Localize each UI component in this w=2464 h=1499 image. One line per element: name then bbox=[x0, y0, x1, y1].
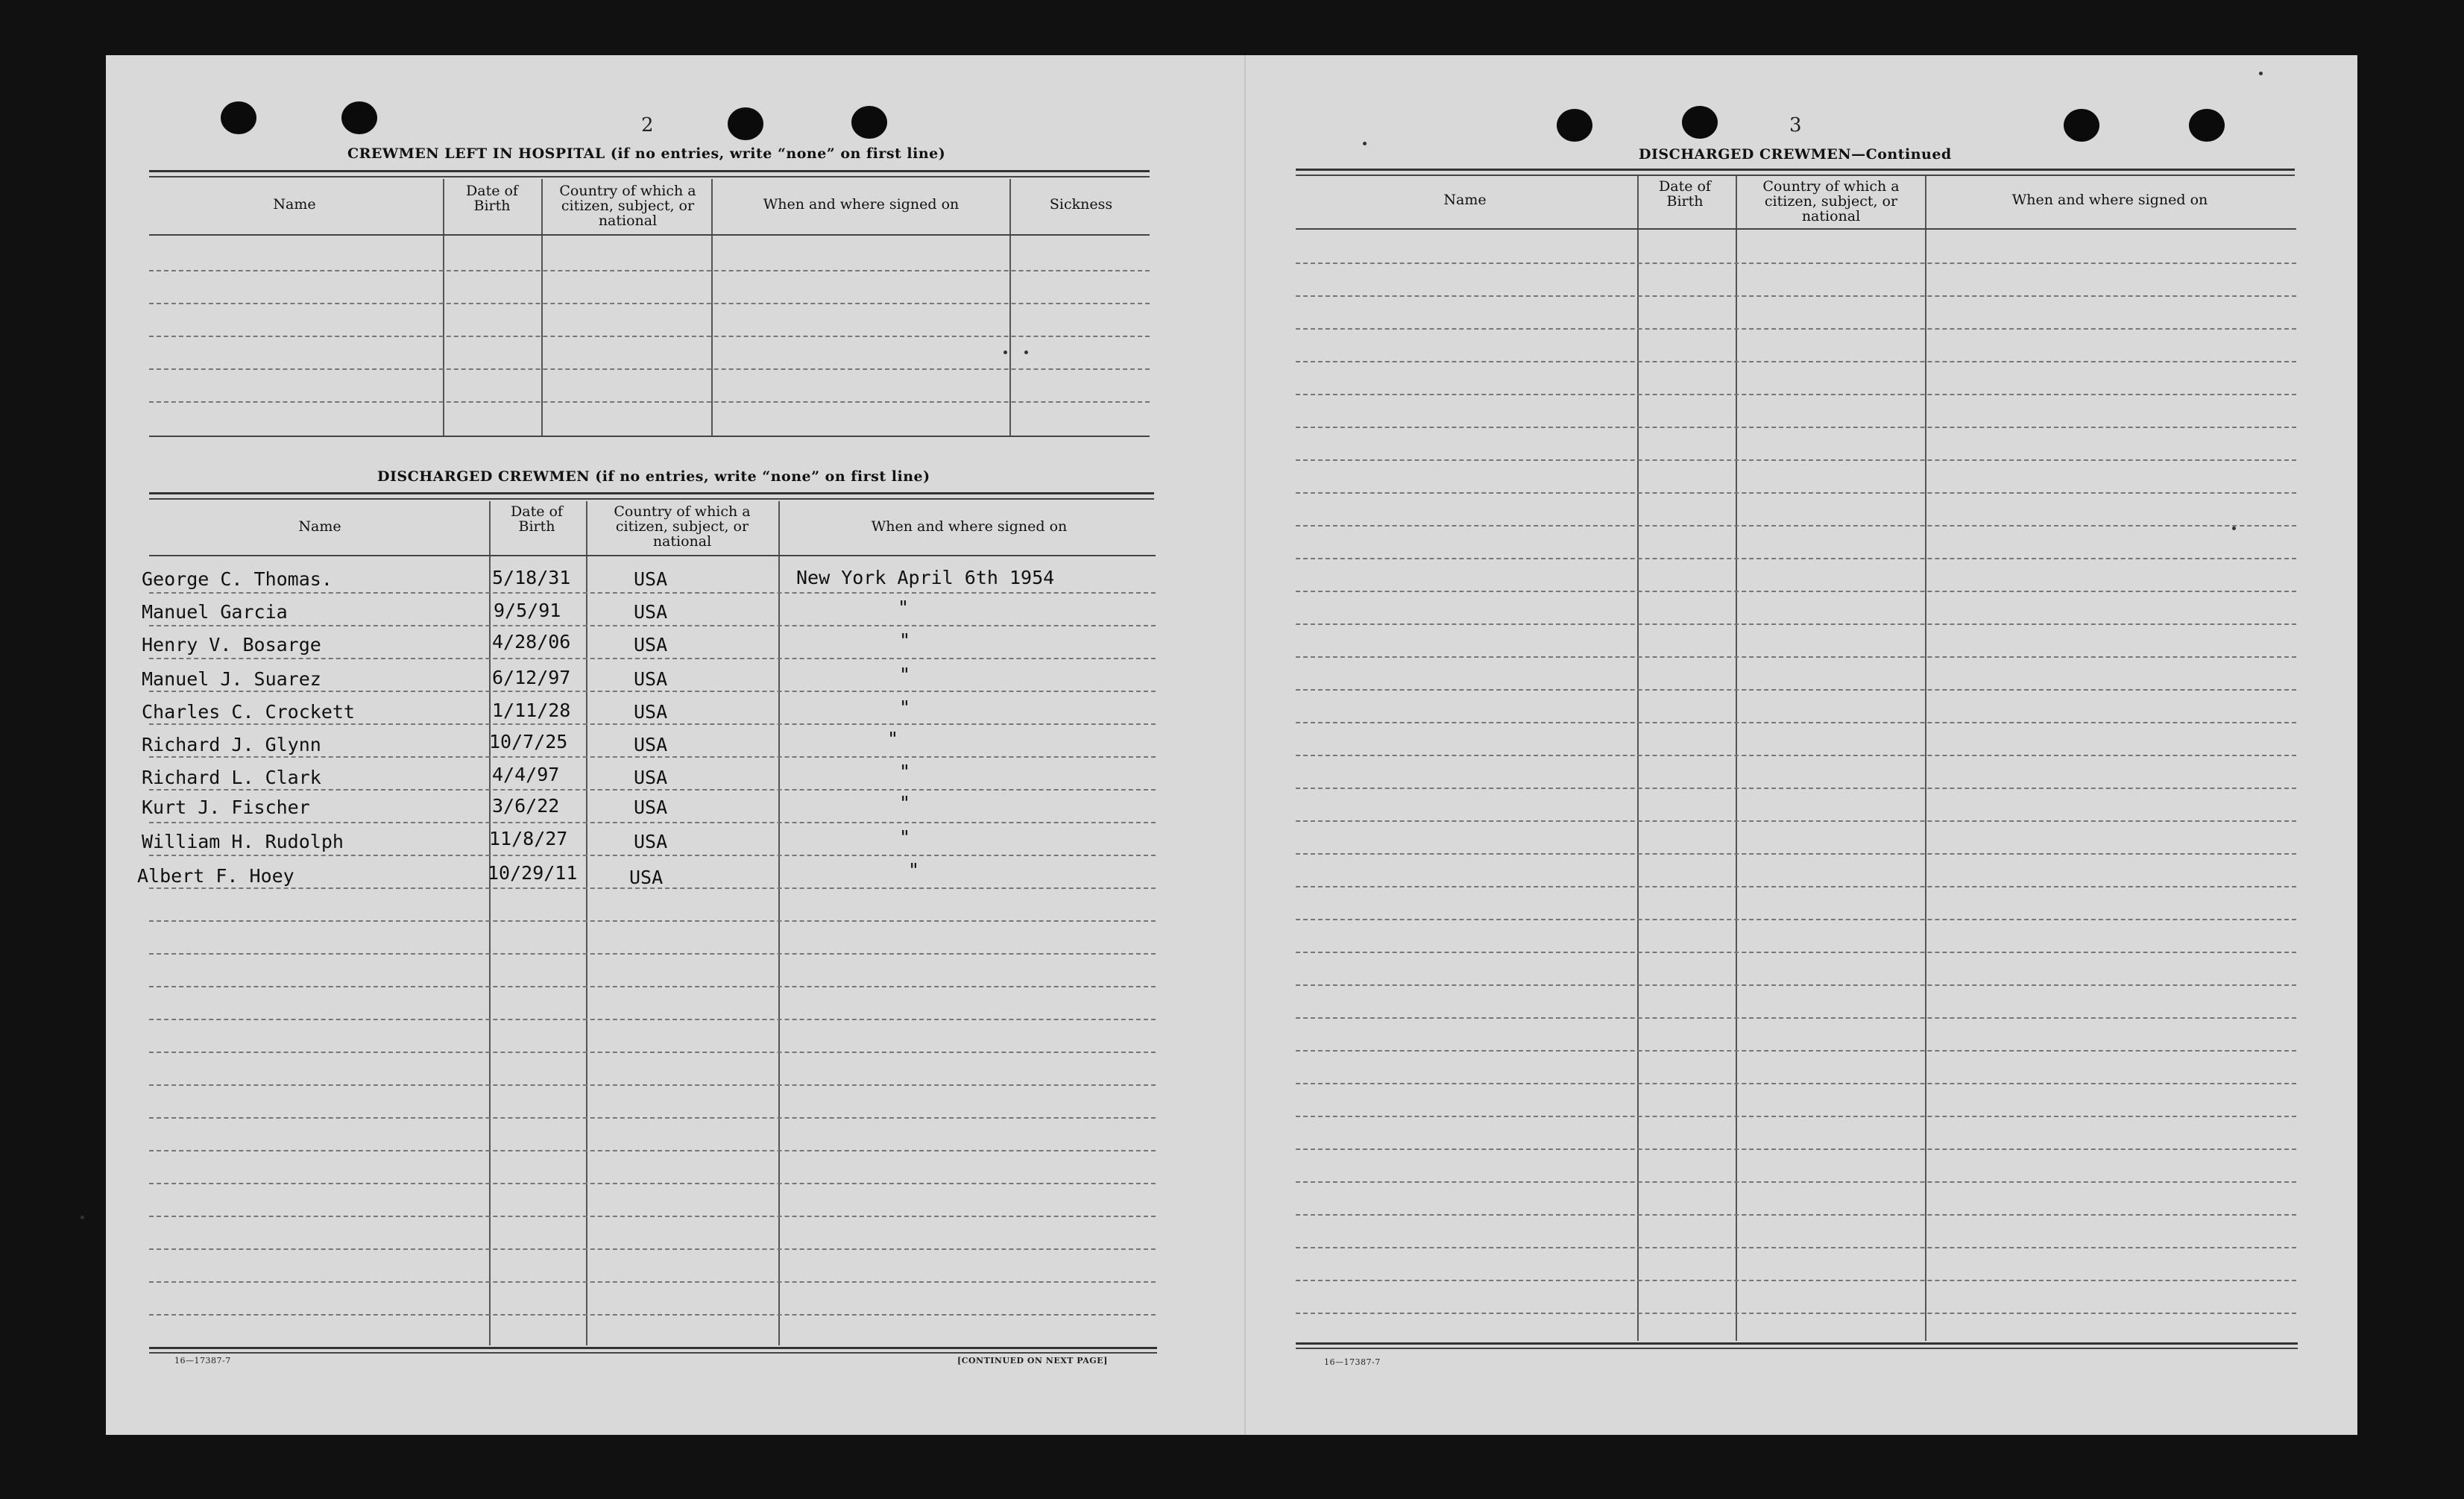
row-line bbox=[149, 1019, 1156, 1020]
column-header-name: Name bbox=[1443, 192, 1487, 208]
column-header-dob: Date of Birth bbox=[1659, 178, 1711, 210]
row-line bbox=[149, 1183, 1156, 1184]
punch-hole bbox=[341, 101, 377, 134]
row-line bbox=[1296, 886, 2296, 887]
row-line bbox=[149, 1084, 1156, 1086]
column-divider bbox=[541, 179, 543, 437]
crewman-country: USA bbox=[634, 796, 668, 818]
row-line bbox=[1296, 1181, 2296, 1183]
section-rule bbox=[149, 492, 1154, 494]
crewman-signed-on: " bbox=[899, 697, 911, 718]
bottom-rule bbox=[149, 1352, 1157, 1354]
row-line bbox=[149, 1150, 1156, 1151]
scan-speck bbox=[1363, 142, 1367, 145]
crewman-signed-on: " bbox=[887, 728, 899, 750]
punch-hole bbox=[2189, 109, 2225, 142]
crewman-name: George C. Thomas. bbox=[142, 568, 333, 590]
crewman-country: USA bbox=[634, 734, 668, 755]
row-line bbox=[1296, 1247, 2296, 1248]
row-line bbox=[1296, 558, 2296, 559]
crewman-country: USA bbox=[634, 767, 668, 788]
crewman-signed-on: " bbox=[899, 826, 911, 848]
row-line bbox=[1296, 853, 2296, 855]
crewman-dob: 3/6/22 bbox=[492, 795, 560, 817]
column-header-country: Country of which a citizen, subject, or national bbox=[559, 183, 696, 229]
punch-hole bbox=[221, 101, 256, 134]
form-number: 16—17387-7 bbox=[1324, 1357, 1381, 1367]
row-line bbox=[1296, 1148, 2296, 1150]
row-line bbox=[149, 303, 1150, 304]
scan-speck bbox=[2232, 527, 2236, 530]
row-line bbox=[149, 822, 1156, 823]
column-header-name: Name bbox=[298, 518, 341, 535]
column-header-signed: When and where signed on bbox=[871, 518, 1068, 535]
crewman-name: Henry V. Bosarge bbox=[142, 634, 321, 656]
crewman-dob: 11/8/27 bbox=[489, 828, 568, 849]
crewman-name: Charles C. Crockett bbox=[142, 701, 355, 723]
row-line bbox=[149, 336, 1150, 337]
row-line bbox=[1296, 591, 2296, 592]
continued-section-heading: DISCHARGED CREWMEN—Continued bbox=[1639, 146, 1952, 163]
row-line bbox=[1296, 1083, 2296, 1084]
row-line bbox=[1296, 623, 2296, 625]
row-line bbox=[1296, 919, 2296, 920]
punch-hole bbox=[2064, 109, 2099, 142]
row-line bbox=[149, 723, 1156, 725]
row-line bbox=[149, 756, 1156, 758]
row-line bbox=[149, 920, 1156, 922]
bottom-rule bbox=[1296, 1342, 2298, 1345]
row-line bbox=[1296, 263, 2296, 264]
crewman-name: Richard J. Glynn bbox=[142, 734, 321, 755]
bottom-rule bbox=[1296, 1348, 2298, 1349]
row-line bbox=[1296, 427, 2296, 428]
row-line bbox=[149, 986, 1156, 987]
row-line bbox=[1296, 1214, 2296, 1216]
row-line bbox=[149, 855, 1156, 856]
scan-speck bbox=[1003, 351, 1007, 354]
header-rule bbox=[149, 234, 1150, 236]
section-rule bbox=[1296, 169, 2295, 171]
bottom-rule bbox=[149, 1347, 1157, 1349]
row-line bbox=[149, 1281, 1156, 1283]
row-line bbox=[149, 691, 1156, 692]
punch-hole bbox=[1557, 109, 1592, 142]
hospital-section-heading: CREWMEN LEFT IN HOSPITAL (if no entries, write “none” on first line) bbox=[347, 145, 946, 162]
crewman-signed-on: " bbox=[899, 761, 911, 782]
crewman-signed-on: " bbox=[899, 792, 911, 814]
row-line bbox=[1296, 689, 2296, 691]
row-line bbox=[149, 270, 1150, 271]
crewman-name: Richard L. Clark bbox=[142, 767, 321, 788]
row-line bbox=[149, 625, 1156, 626]
section-rule bbox=[149, 498, 1154, 500]
column-divider bbox=[778, 501, 780, 1345]
scan-speck bbox=[2259, 72, 2263, 75]
column-header-signed: When and where signed on bbox=[763, 196, 960, 213]
crewman-dob: 10/7/25 bbox=[489, 731, 568, 752]
punch-hole bbox=[1682, 106, 1718, 139]
header-rule bbox=[149, 555, 1156, 556]
row-line bbox=[1296, 459, 2296, 461]
crewman-name: Manuel J. Suarez bbox=[142, 668, 321, 690]
discharged-section-heading: DISCHARGED CREWMEN (if no entries, write “none” on first line) bbox=[377, 468, 930, 485]
section-rule bbox=[1296, 175, 2295, 176]
row-line bbox=[1296, 295, 2296, 297]
crewman-country: USA bbox=[634, 601, 668, 623]
row-line bbox=[149, 436, 1150, 437]
crewman-country: USA bbox=[634, 634, 668, 656]
row-line bbox=[1296, 361, 2296, 362]
crewman-dob: 4/4/97 bbox=[492, 764, 560, 785]
row-line bbox=[1296, 1313, 2296, 1314]
column-divider bbox=[1736, 176, 1737, 1341]
row-line bbox=[149, 1216, 1156, 1217]
page-number: 2 bbox=[641, 114, 654, 136]
row-line bbox=[1296, 656, 2296, 658]
row-line bbox=[1296, 984, 2296, 986]
row-line bbox=[149, 953, 1156, 955]
crewman-name: Manuel Garcia bbox=[142, 601, 288, 623]
row-line bbox=[149, 789, 1156, 791]
crewman-country: USA bbox=[634, 668, 668, 690]
row-line bbox=[149, 368, 1150, 370]
row-line bbox=[1296, 722, 2296, 723]
row-line bbox=[149, 1052, 1156, 1053]
column-divider bbox=[489, 501, 491, 1345]
row-line bbox=[1296, 1017, 2296, 1019]
crewman-country: USA bbox=[634, 701, 668, 723]
row-line bbox=[1296, 492, 2296, 494]
column-header-country: Country of which a citizen, subject, or national bbox=[1762, 178, 1900, 224]
crewman-name: Kurt J. Fischer bbox=[142, 796, 310, 818]
column-header-name: Name bbox=[273, 196, 316, 213]
form-number: 16—17387-7 bbox=[174, 1356, 231, 1366]
crewman-signed-on: " bbox=[898, 597, 910, 618]
row-line bbox=[1296, 755, 2296, 756]
crewman-country: USA bbox=[629, 867, 664, 888]
row-line bbox=[1296, 820, 2296, 822]
crewman-dob: 1/11/28 bbox=[492, 700, 571, 721]
scan-speck bbox=[81, 1216, 84, 1219]
column-divider bbox=[443, 179, 444, 437]
row-line bbox=[1296, 788, 2296, 789]
row-line bbox=[149, 1117, 1156, 1119]
column-divider bbox=[1009, 179, 1011, 437]
column-divider bbox=[586, 501, 587, 1345]
crewman-dob: 5/18/31 bbox=[492, 567, 571, 588]
crewman-dob: 4/28/06 bbox=[492, 631, 571, 653]
scan-speck bbox=[1024, 351, 1028, 354]
column-header-dob: Date of Birth bbox=[511, 503, 563, 535]
row-line bbox=[149, 592, 1156, 594]
crewman-dob: 10/29/11 bbox=[488, 862, 578, 884]
punch-hole bbox=[728, 107, 763, 140]
column-divider bbox=[1637, 176, 1639, 1341]
continued-note: [CONTINUED ON NEXT PAGE] bbox=[957, 1356, 1108, 1366]
crewman-country: USA bbox=[634, 568, 668, 590]
crewman-name: Albert F. Hoey bbox=[137, 865, 294, 887]
row-line bbox=[1296, 394, 2296, 395]
column-divider bbox=[1925, 176, 1926, 1341]
row-line bbox=[1296, 525, 2296, 527]
crewman-signed-on: " bbox=[908, 859, 920, 881]
crewman-country: USA bbox=[634, 831, 668, 852]
column-header-signed: When and where signed on bbox=[2011, 192, 2208, 208]
row-line bbox=[149, 1314, 1156, 1316]
crewman-dob: 9/5/91 bbox=[494, 600, 561, 621]
row-line bbox=[149, 1248, 1156, 1250]
page-number: 3 bbox=[1789, 114, 1802, 136]
column-divider bbox=[711, 179, 713, 437]
header-rule bbox=[1296, 228, 2296, 230]
crewman-signed-on: New York April 6th 1954 bbox=[796, 567, 1055, 588]
crewman-signed-on: " bbox=[899, 629, 911, 651]
section-rule bbox=[149, 170, 1150, 172]
section-rule bbox=[149, 176, 1150, 177]
crewman-dob: 6/12/97 bbox=[492, 667, 571, 688]
crewman-signed-on: " bbox=[899, 664, 911, 685]
column-header-country: Country of which a citizen, subject, or national bbox=[614, 503, 751, 550]
punch-hole bbox=[851, 106, 887, 139]
row-line bbox=[1296, 328, 2296, 330]
crewman-name: William H. Rudolph bbox=[142, 831, 344, 852]
row-line bbox=[1296, 1280, 2296, 1281]
page-fold bbox=[1244, 55, 1246, 1435]
row-line bbox=[1296, 952, 2296, 953]
row-line bbox=[1296, 1116, 2296, 1117]
row-line bbox=[149, 658, 1156, 659]
row-line bbox=[1296, 1050, 2296, 1052]
column-header-sickness: Sickness bbox=[1049, 196, 1113, 213]
column-header-dob: Date of Birth bbox=[466, 183, 518, 214]
row-line bbox=[149, 401, 1150, 403]
